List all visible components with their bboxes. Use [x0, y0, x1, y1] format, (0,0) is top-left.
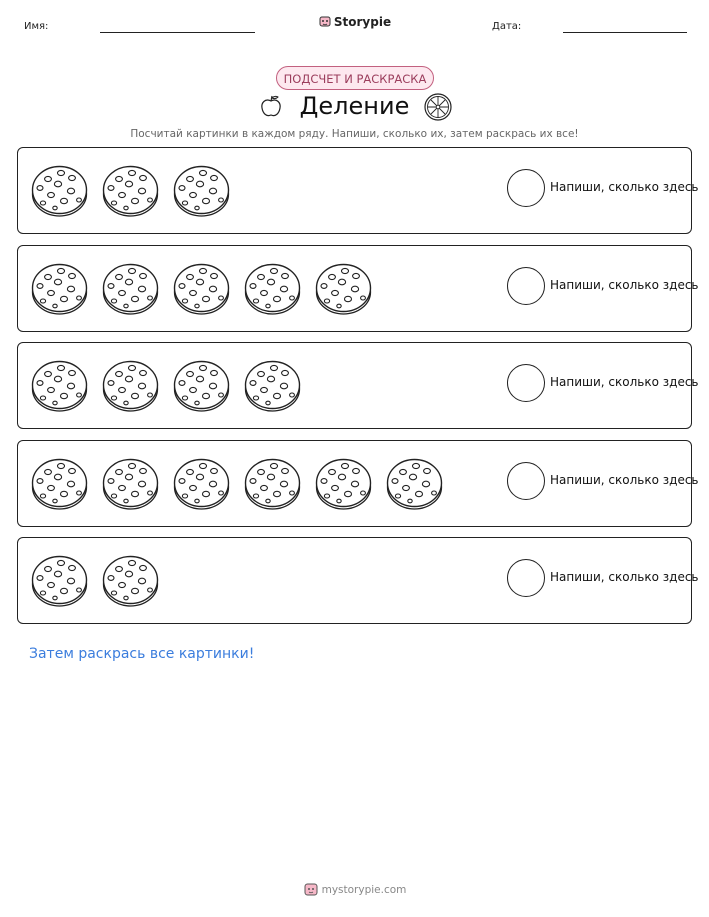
answer-label: Напиши, сколько здесь: [550, 278, 699, 292]
instructions: Посчитай картинки в каждом ряду. Напиши, сколько их, затем раскрась их все!: [130, 128, 579, 140]
cookie-icon: [102, 554, 159, 608]
cookie-icon: [31, 164, 88, 218]
row-items: [31, 148, 230, 233]
coloring-note: Затем раскрась все картинки!: [29, 646, 255, 662]
row-items: [31, 441, 443, 526]
site-url: mystorypie.com: [321, 884, 407, 896]
answer-label: Напиши, сколько здесь: [550, 473, 699, 487]
brand-logo: [0, 14, 709, 29]
cookie-icon: [102, 457, 159, 511]
cookie-icon: [102, 359, 159, 413]
answer-circle[interactable]: [507, 559, 545, 597]
answer-circle[interactable]: [507, 462, 545, 500]
date-line[interactable]: [563, 32, 687, 33]
counting-row-2: [17, 245, 699, 332]
counting-row-3: [17, 342, 699, 429]
cookie-icon: [31, 359, 88, 413]
brand-name: Storypie: [333, 15, 392, 29]
storypie-logo-icon: [318, 14, 332, 28]
row-items: [31, 246, 372, 331]
page-title: Деление: [299, 92, 410, 120]
cookie-icon: [244, 262, 301, 316]
row-items: [31, 538, 159, 623]
cookie-icon: [173, 164, 230, 218]
storypie-footer-icon: [303, 881, 319, 897]
cookie-icon: [102, 262, 159, 316]
name-line[interactable]: [100, 32, 255, 33]
cookie-icon: [244, 359, 301, 413]
name-label: Имя:: [24, 21, 49, 32]
cookie-icon: [102, 164, 159, 218]
cookie-icon: [244, 457, 301, 511]
date-label: Дата:: [492, 21, 522, 32]
counting-row-5: [17, 537, 699, 624]
cookie-icon: [31, 457, 88, 511]
citrus-slice-icon: [423, 92, 453, 126]
answer-circle[interactable]: [507, 267, 545, 305]
answer-circle[interactable]: [507, 364, 545, 402]
answer-circle[interactable]: [507, 169, 545, 207]
cookie-icon: [173, 262, 230, 316]
counting-row-4: [17, 440, 699, 527]
category-badge: ПОДСЧЕТ И РАСКРАСКА: [276, 66, 434, 90]
row-items: [31, 343, 301, 428]
counting-row-1: [17, 147, 699, 234]
cookie-icon: [31, 262, 88, 316]
answer-label: Напиши, сколько здесь: [550, 570, 699, 584]
cookie-icon: [31, 554, 88, 608]
cookie-icon: [315, 262, 372, 316]
site-footer: [0, 881, 709, 897]
cookie-icon: [315, 457, 372, 511]
cookie-icon: [173, 359, 230, 413]
cookie-icon: [173, 457, 230, 511]
cookie-icon: [386, 457, 443, 511]
answer-label: Напиши, сколько здесь: [550, 180, 699, 194]
answer-label: Напиши, сколько здесь: [550, 375, 699, 389]
